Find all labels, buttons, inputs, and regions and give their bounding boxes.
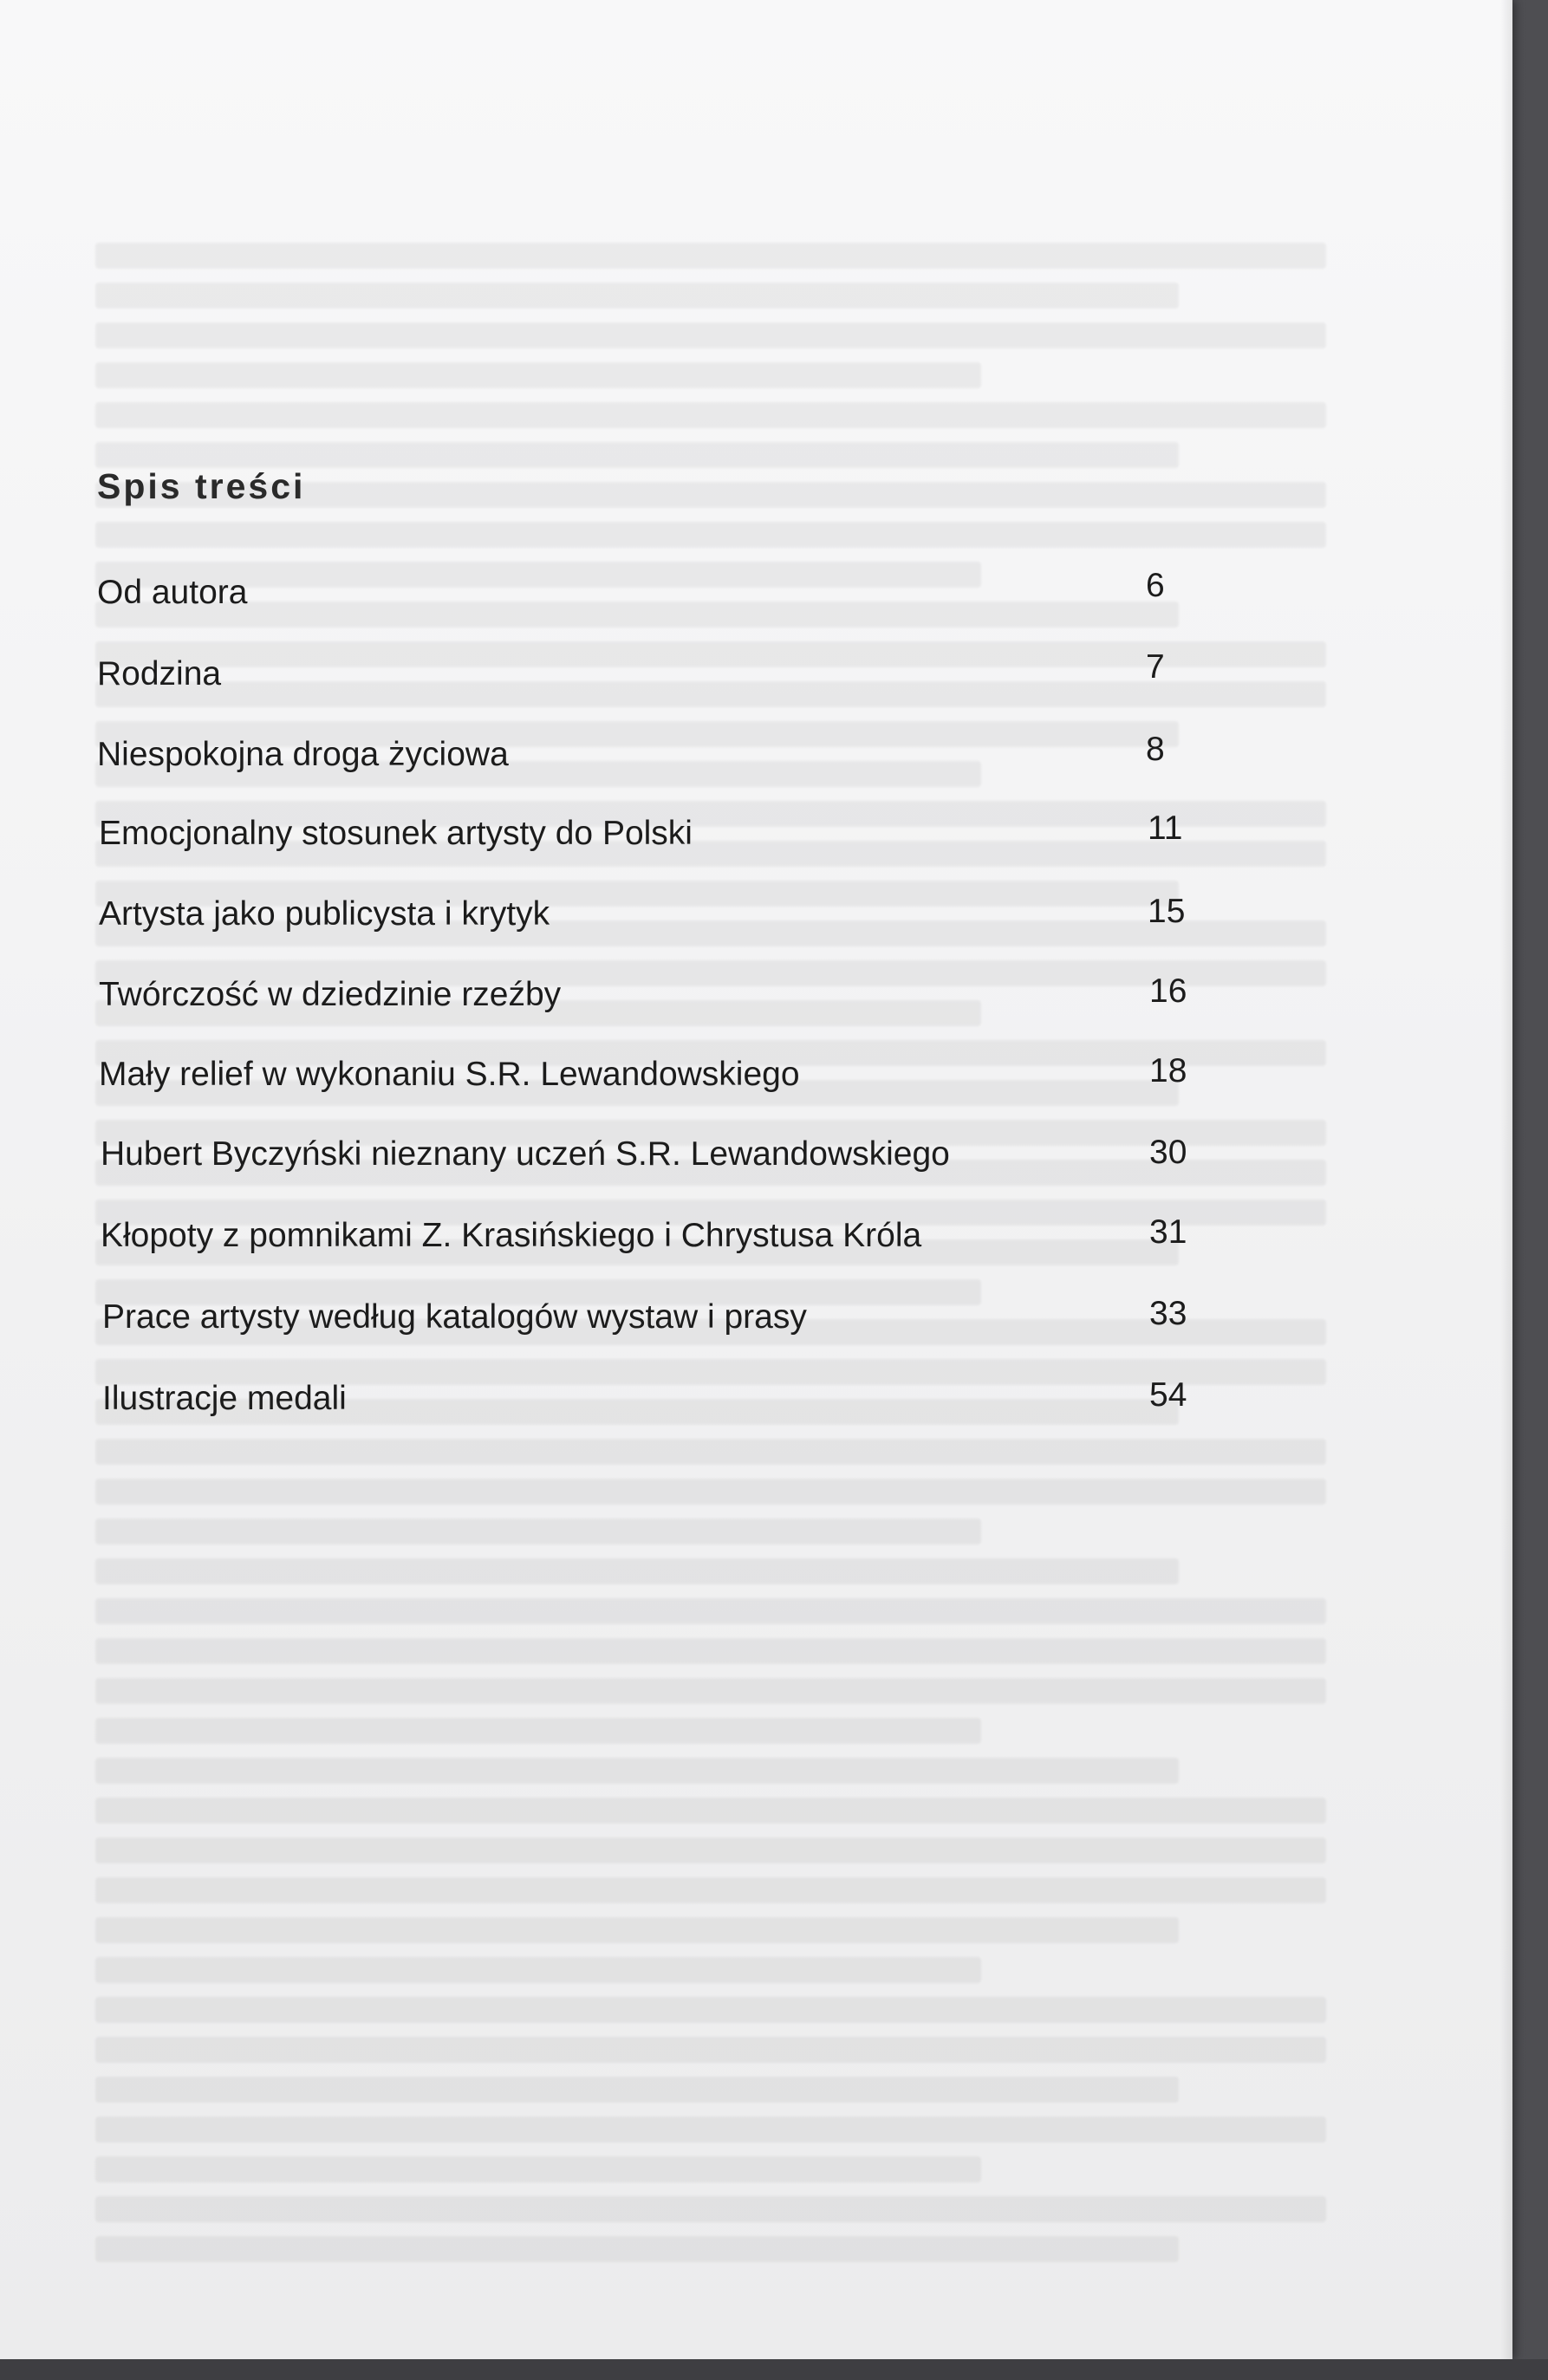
toc-heading: Spis treści bbox=[97, 466, 306, 506]
toc-entry-label: Kłopoty z pomnikami Z. Krasińskiego i Chrystusa Króla bbox=[101, 1217, 922, 1254]
toc-entry-label: Ilustracje medali bbox=[102, 1380, 347, 1417]
toc-entry-page: 54 bbox=[1149, 1376, 1187, 1414]
toc-entry-label: Hubert Byczyński nieznany uczeń S.R. Lewandowskiego bbox=[101, 1135, 950, 1173]
toc-entry-label: Emocjonalny stosunek artysty do Polski bbox=[99, 815, 693, 852]
toc-entry-label: Mały relief w wykonaniu S.R. Lewandowskiego bbox=[99, 1056, 800, 1093]
toc-entry-page: 31 bbox=[1149, 1213, 1187, 1251]
toc-entry-page: 16 bbox=[1149, 972, 1187, 1010]
toc-entry-page: 7 bbox=[1146, 648, 1165, 686]
toc-entry-label: Prace artysty według katalogów wystaw i prasy bbox=[102, 1298, 807, 1336]
toc-entry-label: Rodzina bbox=[97, 655, 222, 693]
toc-entry-page: 6 bbox=[1146, 567, 1165, 604]
toc-entry-page: 33 bbox=[1149, 1295, 1187, 1332]
toc-entry-page: 30 bbox=[1149, 1134, 1187, 1171]
paper-edge-shadow bbox=[1500, 0, 1512, 2359]
toc-entry-label: Niespokojna droga życiowa bbox=[97, 736, 509, 773]
toc-entry-page: 15 bbox=[1148, 893, 1186, 930]
toc-entry-label: Od autora bbox=[97, 574, 248, 611]
toc-entry-label: Twórczość w dziedzinie rzeźby bbox=[99, 976, 562, 1013]
toc-entry-label: Artysta jako publicysta i krytyk bbox=[99, 895, 550, 933]
toc-entry-page: 11 bbox=[1148, 810, 1183, 847]
toc-entry-page: 18 bbox=[1149, 1052, 1187, 1089]
background-surface bbox=[0, 2359, 1548, 2380]
toc-entry-page: 8 bbox=[1146, 731, 1165, 768]
